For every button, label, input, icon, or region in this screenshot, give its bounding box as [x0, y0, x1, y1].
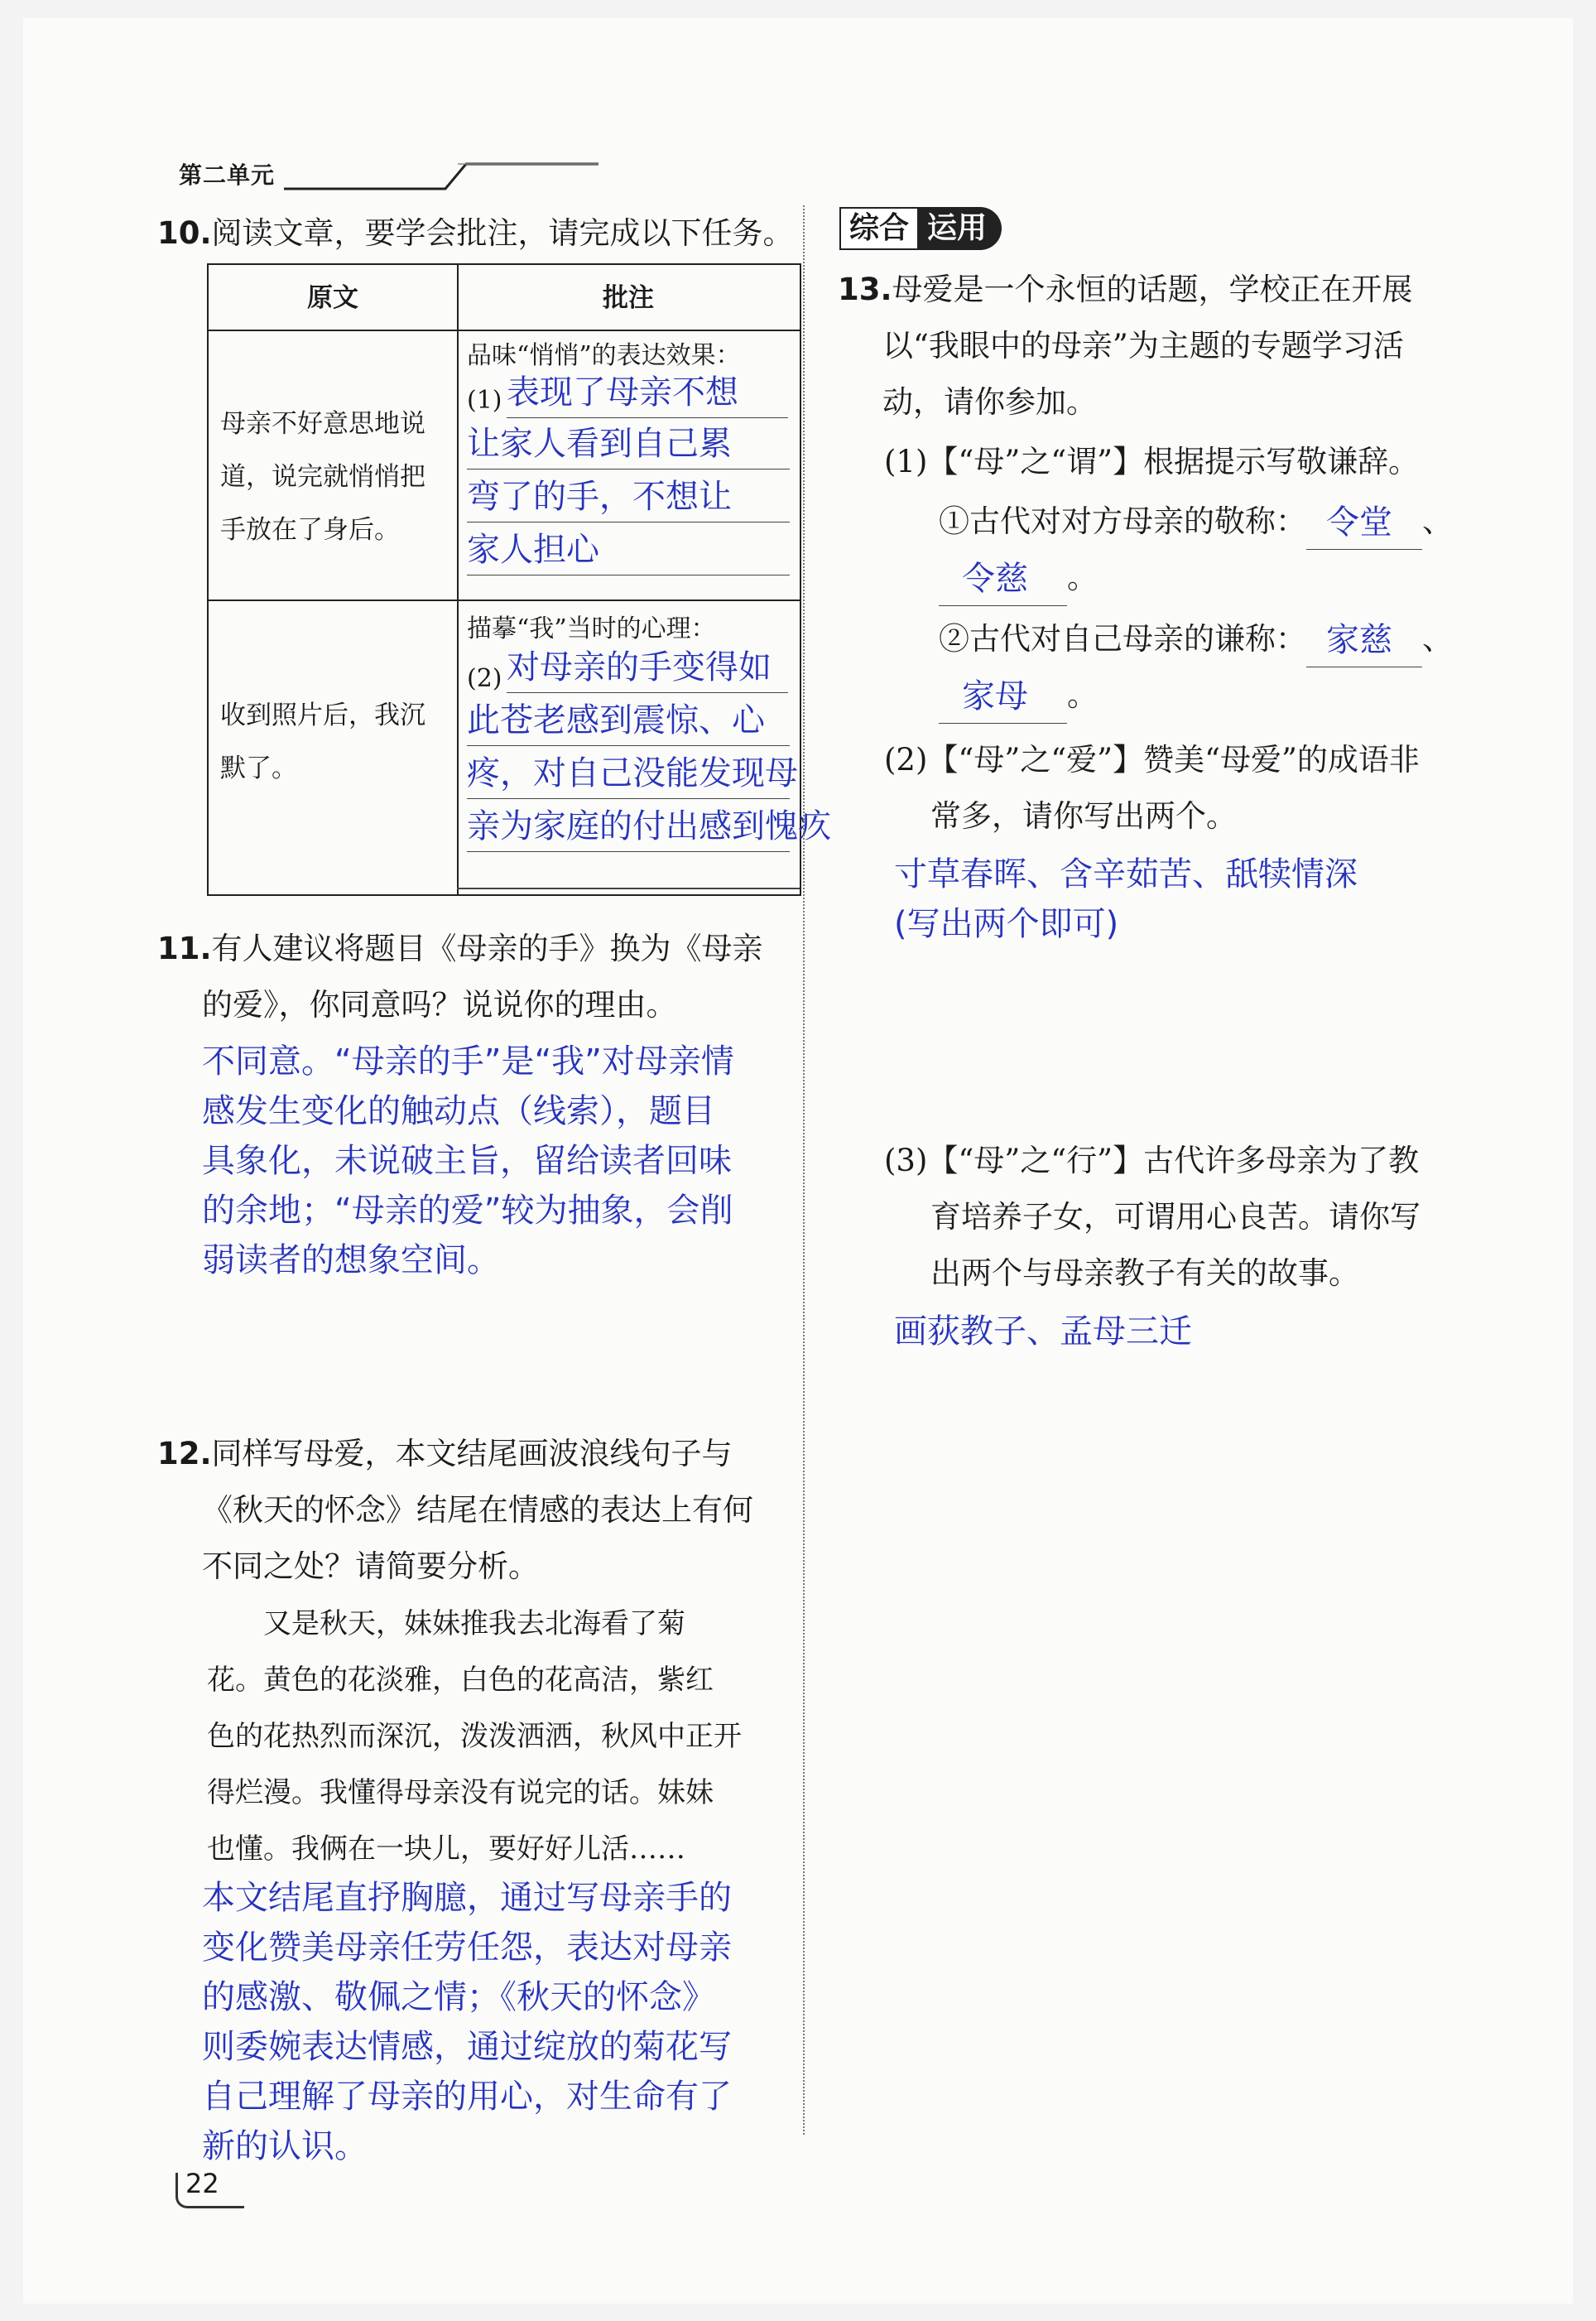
row2-original: 收到照片后，我沉 默了。	[220, 701, 425, 783]
badge-right: 运用	[917, 207, 1002, 250]
row1-original: 母亲不好意思地说 道，说完就悄悄把 手放在了身后。	[220, 409, 425, 545]
row1-answer-line3: 弯了的手，不想让	[467, 472, 790, 522]
row2-answer-line3: 疼，对自己没能发现母	[467, 749, 790, 799]
row2-answer-line1: 对母亲的手变得如	[507, 643, 788, 693]
row1-note-lead: 品味“悄悄”的表达效果：	[467, 341, 741, 370]
badge-left: 综合	[839, 207, 917, 250]
q13-p3-answer: 画荻教子、孟母三迁	[894, 1312, 1192, 1351]
row1-note-num: (1)	[467, 386, 502, 415]
q13-p1-title: (1)【“母”之“谓”】根据提示写敬谦辞。	[884, 444, 1420, 479]
q13-p1-item1: ①古代对对方母亲的敬称： 令堂 、	[939, 494, 1453, 550]
annotation-table	[207, 263, 831, 896]
q13-item2-answer1: 家慈	[1326, 621, 1392, 659]
row1-answer-line2: 让家人看到自己累	[467, 419, 790, 469]
row2-note-lead: 描摹“我”当时的心理：	[467, 614, 716, 643]
page-number: 22	[185, 2168, 219, 2199]
q13-item1-answer2: 令慈	[962, 560, 1028, 598]
q12-answer: 本文结尾直抒胸臆，通过写母亲手的 变化赞美母亲任劳任怨，表达对母亲 的感激、敬佩之情；《秋天的怀念》 则委婉表达情感，通过绽放的菊花写 自己理解了母亲的用心，对生命有了 新的认识。	[202, 1879, 732, 2165]
row1-answer-line4: 家人担心	[467, 525, 790, 575]
unit-header: 第二单元	[179, 161, 276, 189]
header-original: 原文	[307, 283, 358, 313]
q11-prompt: 11.有人建议将题目《母亲的手》换为《母亲 的爱》，你同意吗？说说你的理由。	[157, 931, 763, 1023]
row2-answer-line4: 亲为家庭的付出感到愧疚	[467, 802, 790, 852]
q13-item2-answer2: 家母	[962, 677, 1028, 715]
worksheet-page	[23, 18, 1573, 2304]
q13-prompt: 13.母爱是一个永恒的话题，学校正在开展 以“我眼中的母亲”为主题的专题学习活 动，请你参加。	[838, 272, 1413, 420]
header-note: 批注	[603, 283, 654, 313]
q13-p2-title: (2)【“母”之“爱”】赞美“母爱”的成语非 常多，请你写出两个。	[884, 742, 1420, 834]
row2-answer-line2: 此苍老感到震惊、心	[467, 696, 790, 746]
section-badge	[839, 207, 1002, 250]
q13-p1-item1-cont: 令慈 。	[939, 550, 1098, 606]
q13-p1-item2: ②古代对自己母亲的谦称： 家慈 、	[939, 611, 1453, 667]
q11-answer: 不同意。“母亲的手”是“我”对母亲情 感发生变化的触动点（线索），题目 具象化，未说破主旨，留给读者回味 的余地；“母亲的爱”较为抽象，会削 弱读者的想象空间。	[202, 1043, 734, 1279]
q13-item1-answer1: 令堂	[1326, 503, 1392, 542]
q13-p2-answer: 寸草春晖、含辛茹苦、舐犊情深 (写出两个即可)	[894, 855, 1358, 943]
q10-prompt: 10.阅读文章，要学会批注，请完成以下任务。	[157, 215, 794, 251]
q12-prompt: 12.同样写母爱，本文结尾画波浪线句子与 《秋天的怀念》结尾在情感的表达上有何 不同之处？请简要分析。	[157, 1436, 753, 1584]
q13-p3-title: (3)【“母”之“行”】古代许多母亲为了教 育培养子女，可谓用心良苦。请你写 出两个与母亲教子有关的故事。	[884, 1143, 1421, 1291]
row2-note-num: (2)	[467, 664, 502, 693]
q13-p1-item2-cont: 家母 。	[939, 667, 1098, 724]
table-row-divider	[209, 600, 800, 601]
table-col-divider	[457, 265, 459, 894]
q12-excerpt: 又是秋天，妹妹推我去北海看了菊 花。黄色的花淡雅，白色的花高洁，紫红 色的花热烈而深沉，泼泼洒洒，秋风中正开 得烂漫。我懂得母亲没有说完的话。妹妹 也懂。我俩在一块儿，要好好儿活……	[207, 1607, 742, 1866]
row1-answer-line1: 表现了母亲不想	[507, 368, 788, 418]
header-rule	[172, 161, 603, 194]
column-divider	[803, 205, 805, 2135]
